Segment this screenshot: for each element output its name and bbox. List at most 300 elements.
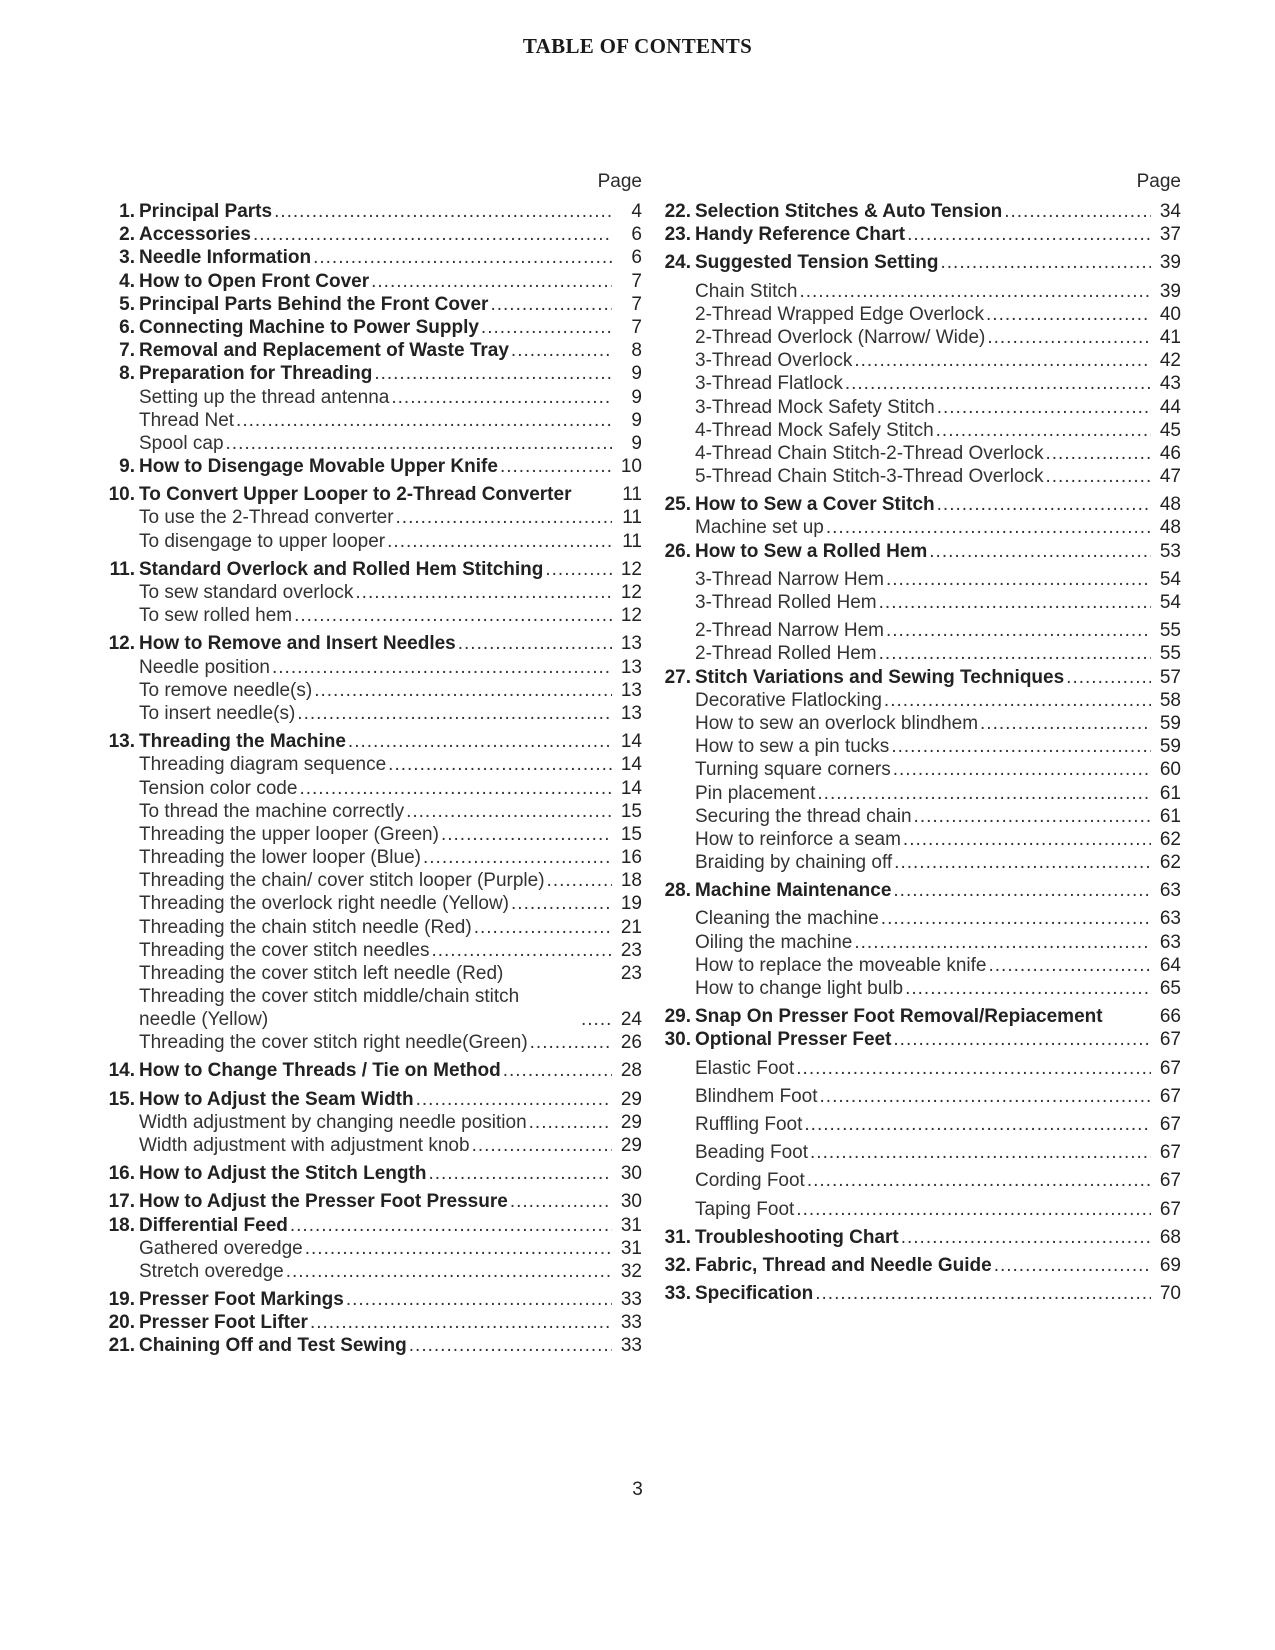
dot-leader [396, 506, 612, 529]
dot-leader [371, 270, 612, 293]
dot-leader [1045, 442, 1151, 465]
toc-entry-page: 60 [1159, 759, 1181, 781]
toc-entry-label: Troubleshooting Chart [695, 1226, 899, 1248]
toc-subentry [100, 386, 642, 409]
dot-leader [820, 1085, 1151, 1108]
toc-entry-label: 2-Thread Rolled Hem [695, 643, 877, 665]
toc-subentry [656, 1141, 1181, 1164]
toc-entry-label: Principal Parts [139, 201, 273, 222]
toc-entry-page: 4 [631, 201, 642, 222]
toc-entry [100, 1334, 642, 1357]
dot-leader [914, 805, 1151, 828]
toc-entry-page: 41 [1159, 326, 1181, 348]
toc-subentry [656, 758, 1181, 781]
dot-leader [431, 939, 612, 962]
dot-leader [815, 1282, 1151, 1305]
toc-entry-page: 67 [1159, 1113, 1181, 1135]
toc-entry-label: Securing the thread chain [695, 805, 912, 827]
toc-entry-label: Braiding by chaining off [695, 852, 893, 874]
dot-leader [886, 568, 1151, 591]
dot-leader [894, 851, 1151, 874]
toc-entry-page: 29 [620, 1134, 642, 1156]
toc-entry-page: 15 [620, 823, 642, 845]
toc-entry-page: 12 [620, 582, 642, 603]
toc-subentry [100, 1237, 642, 1260]
toc-subentry [100, 1134, 642, 1157]
toc-entry [656, 879, 1181, 902]
toc-entry-page: 34 [1159, 201, 1181, 222]
dot-leader [1066, 666, 1151, 689]
toc-subentry [656, 712, 1181, 735]
toc-entry-page: 29 [620, 1111, 642, 1133]
dot-leader [826, 516, 1151, 539]
toc-entry-label: How to sew a pin tucks [695, 736, 890, 758]
toc-subentry [100, 916, 642, 939]
toc-entry-page: 54 [1159, 592, 1181, 613]
dot-leader [503, 1059, 612, 1082]
toc-entry-label: How to change light bulb [695, 978, 904, 999]
toc-entry [656, 223, 1181, 246]
toc-entry-label: Fabric, Thread and Needle Guide [695, 1254, 992, 1276]
toc-subentry [656, 326, 1181, 349]
toc-entry-number: 12. [108, 633, 135, 655]
toc-entry-label: Presser Foot Lifter [139, 1312, 308, 1334]
toc-subentry [656, 931, 1181, 954]
dot-leader [391, 386, 612, 409]
dot-leader [428, 1162, 612, 1185]
dot-leader [286, 1260, 612, 1283]
toc-entry-page: 15 [620, 800, 642, 822]
page-column-header: Page [597, 171, 642, 192]
toc-subentry [100, 581, 642, 604]
dot-leader [980, 712, 1151, 735]
toc-entry-label: Differential Feed [139, 1214, 288, 1236]
toc-entry-page: 39 [1159, 280, 1181, 302]
toc-entry-label: 4-Thread Mock Safely Stitch [695, 419, 934, 441]
toc-subentry [100, 892, 642, 915]
toc-entry-label: Threading the cover stitch right needle(Green) [139, 1032, 528, 1054]
toc-entry-label: How to Open Front Cover [139, 270, 370, 292]
toc-entry-page: 44 [1159, 396, 1181, 418]
toc-subentry [100, 985, 642, 1031]
toc-entry-label: To remove needle(s) [139, 679, 313, 701]
toc-subentry [656, 442, 1181, 465]
toc-entry [100, 339, 642, 362]
toc-entry-number: 15. [108, 1088, 135, 1110]
toc-entry [100, 558, 642, 581]
page-number: 3 [632, 1479, 643, 1500]
toc-entry [100, 730, 642, 753]
toc-entry-page: 48 [1159, 517, 1181, 539]
toc-entry-page: 7 [631, 270, 642, 292]
toc-entry-label: Tension color code [139, 777, 298, 799]
toc-entry-label: Presser Foot Markings [139, 1289, 344, 1311]
toc-entry-number: 18. [108, 1214, 135, 1236]
toc-entry-page: 14 [620, 731, 642, 753]
toc-entry [100, 223, 642, 246]
dot-leader [297, 702, 612, 725]
toc-left-list [100, 200, 642, 1358]
dot-leader [529, 1111, 612, 1134]
dot-leader [511, 892, 612, 915]
dot-leader [374, 362, 612, 385]
dot-leader [294, 604, 612, 627]
toc-entry-page: 28 [620, 1060, 642, 1082]
toc-entry-page: 55 [1159, 620, 1181, 642]
toc-entry-page: 31 [620, 1214, 642, 1236]
toc-entry-page: 12 [620, 605, 642, 627]
dot-leader [881, 907, 1151, 930]
toc-entry-label: Needle Information [139, 247, 312, 269]
toc-entry [100, 632, 642, 655]
toc-subentry [656, 689, 1181, 712]
toc-entry-label: Cording Foot [695, 1170, 805, 1192]
toc-entry-label: Width adjustment by changing needle position [139, 1111, 527, 1133]
toc-subentry [656, 303, 1181, 326]
toc-entry-page: 63 [1159, 908, 1181, 930]
toc-entry-label: Gathered overedge [139, 1237, 303, 1259]
toc-entry-number: 4. [119, 270, 135, 292]
toc-entry-label: Blindhem Foot [695, 1085, 818, 1107]
toc-entry [100, 1288, 642, 1311]
toc-entry-label: Threading diagram sequence [139, 754, 387, 776]
toc-entry-label: 4-Thread Chain Stitch-2-Thread Overlock [695, 442, 1044, 464]
dot-leader [346, 1288, 612, 1311]
toc-entry [100, 362, 642, 385]
toc-entry-label: Machine set up [695, 517, 824, 539]
toc-entry-number: 28. [664, 880, 691, 902]
toc-entry-number: 25. [664, 494, 691, 516]
page-title: TABLE OF CONTENTS [522, 34, 753, 58]
toc-entry-number: 6. [119, 316, 135, 338]
toc-entry-page: 23 [620, 963, 642, 984]
toc-entry-label: To sew rolled hem [139, 605, 293, 627]
toc-entry-page: 33 [620, 1312, 642, 1334]
toc-entry-page: 39 [1159, 252, 1181, 274]
toc-entry-page: 61 [1159, 805, 1181, 827]
toc-entry-page: 57 [1159, 666, 1181, 688]
toc-subentry [656, 591, 1181, 614]
dot-leader [226, 432, 612, 455]
dot-leader [854, 349, 1151, 372]
toc-entry-number: 9. [119, 456, 135, 478]
dot-leader [907, 223, 1151, 246]
toc-entry-label: Chain Stitch [695, 280, 798, 302]
toc-entry-label: 3-Thread Overlock [695, 350, 853, 372]
dot-leader [937, 493, 1151, 516]
toc-subentry [100, 432, 642, 455]
toc-right-column [656, 170, 1181, 1305]
toc-subentry [100, 777, 642, 800]
toc-left-column [100, 170, 642, 1358]
dot-leader [472, 1134, 612, 1157]
toc-entry-number: 24. [664, 252, 691, 274]
toc-entry-label: 3-Thread Flatlock [695, 373, 843, 395]
toc-entry-page: 33 [620, 1335, 642, 1357]
toc-entry-page: 9 [631, 363, 642, 385]
toc-entry-page: 9 [631, 409, 642, 431]
dot-leader [941, 251, 1152, 274]
toc-entry-number: 3. [119, 247, 135, 269]
dot-leader [893, 1028, 1151, 1051]
toc-entry [656, 1005, 1181, 1028]
toc-entry-label: To Convert Upper Looper to 2-Thread Converter [139, 484, 572, 506]
toc-entry-page: 21 [620, 916, 642, 938]
toc-entry-page: 11 [622, 530, 642, 552]
toc-subentry [656, 516, 1181, 539]
toc-subentry [656, 782, 1181, 805]
toc-subentry [100, 962, 642, 985]
toc-entry [100, 1088, 642, 1111]
dot-leader [253, 223, 612, 246]
toc-entry-label: 3-Thread Rolled Hem [695, 592, 877, 613]
dot-leader [305, 1237, 612, 1260]
toc-entry-label: How to replace the moveable knife [695, 954, 987, 976]
dot-leader [1045, 465, 1151, 488]
toc-entry-page: 30 [620, 1191, 642, 1213]
toc-subentry [100, 1031, 642, 1054]
toc-entry-label: To sew standard overlock [139, 582, 354, 603]
toc-entry-page: 32 [620, 1260, 642, 1282]
toc-entry-label: Ruffling Foot [695, 1113, 803, 1135]
dot-leader [313, 246, 612, 269]
toc-entry-page: 59 [1159, 712, 1181, 734]
toc-subentry [656, 1085, 1181, 1108]
toc-entry-page: 7 [631, 293, 642, 315]
toc-entry-page: 33 [620, 1289, 642, 1311]
toc-entry [100, 1214, 642, 1237]
toc-entry-page: 31 [620, 1237, 642, 1259]
toc-entry-label: To use the 2-Thread converter [139, 507, 394, 529]
dot-leader [929, 540, 1151, 563]
dot-leader [937, 396, 1151, 419]
toc-entry-page: 63 [1159, 931, 1181, 953]
toc-subentry [656, 735, 1181, 758]
toc-entry-label: Handy Reference Chart [695, 224, 906, 246]
toc-entry-label: Pin placement [695, 782, 816, 804]
toc-entry-page: 66 [1159, 1006, 1181, 1028]
toc-entry-page: 53 [1159, 540, 1181, 562]
toc-subentry [656, 907, 1181, 930]
toc-entry [656, 1226, 1181, 1249]
dot-leader [879, 642, 1151, 665]
toc-entry [656, 540, 1181, 563]
toc-entry-page: 54 [1159, 568, 1181, 590]
toc-entry-label: How to Adjust the Seam Width [139, 1088, 414, 1110]
dot-leader [458, 632, 612, 655]
toc-entry-label: 2-Thread Narrow Hem [695, 620, 884, 642]
dot-leader [891, 735, 1151, 758]
dot-leader [903, 828, 1151, 851]
toc-entry-page: 23 [620, 939, 642, 961]
toc-entry-page: 65 [1159, 978, 1181, 999]
toc-entry-number: 14. [108, 1060, 135, 1082]
dot-leader [236, 409, 612, 432]
dot-leader [547, 869, 612, 892]
toc-entry-label: Threading the upper looper (Green) [139, 823, 439, 845]
dot-leader [299, 777, 612, 800]
toc-entry [100, 270, 642, 293]
toc-entry-number: 20. [108, 1312, 135, 1334]
dot-leader [510, 1190, 612, 1213]
toc-entry-label: Beading Foot [695, 1142, 809, 1164]
toc-entry-page: 69 [1159, 1254, 1181, 1276]
toc-subentry [100, 702, 642, 725]
toc-entry-label: Threading the cover stitch left needle (Red) [139, 963, 504, 984]
dot-leader [474, 916, 612, 939]
dot-leader [441, 823, 612, 846]
toc-subentry [656, 280, 1181, 303]
toc-entry [100, 1059, 642, 1082]
toc-entry-page: 67 [1159, 1142, 1181, 1164]
toc-entry-page: 19 [620, 893, 642, 915]
toc-entry [100, 483, 642, 506]
toc-entry-page: 18 [620, 870, 642, 892]
toc-entry-label: Snap On Presser Foot Removal/Repiacement [695, 1006, 1103, 1028]
toc-subentry [100, 939, 642, 962]
toc-subentry [100, 846, 642, 869]
toc-entry-number: 16. [108, 1163, 135, 1185]
toc-entry [100, 1311, 642, 1334]
toc-subentry [656, 828, 1181, 851]
dot-leader [893, 758, 1151, 781]
dot-leader [886, 619, 1151, 642]
toc-entry-page: 6 [631, 247, 642, 269]
toc-entry-page: 29 [620, 1088, 642, 1110]
toc-entry-page: 42 [1159, 350, 1181, 372]
toc-entry-page: 67 [1159, 1170, 1181, 1192]
toc-entry-label: 2-Thread Wrapped Edge Overlock [695, 303, 985, 325]
toc-entry-label: Threading the cover stitch middle/chain stitch needle (Yellow) [139, 986, 520, 1031]
toc-entry-page: 24 [620, 1008, 642, 1030]
toc-entry-page: 14 [620, 754, 642, 776]
dot-leader [905, 977, 1151, 1000]
toc-entry-label: Principal Parts Behind the Front Cover [139, 293, 489, 315]
toc-entry-label: Threading the lower looper (Blue) [139, 847, 421, 869]
toc-entry [100, 1162, 642, 1185]
toc-entry [656, 1028, 1181, 1051]
toc-subentry [100, 656, 642, 679]
toc-entry-number: 31. [664, 1226, 691, 1248]
toc-entry-page: 46 [1159, 442, 1181, 464]
toc-entry-number: 2. [119, 224, 135, 246]
toc-entry-label: How to sew an overlock blindhem [695, 712, 979, 734]
toc-subentry [656, 805, 1181, 828]
toc-entry-number: 8. [119, 363, 135, 385]
dot-leader [274, 200, 612, 223]
toc-entry-label: Suggested Tension Setting [695, 252, 939, 274]
toc-entry-page: 43 [1159, 373, 1181, 395]
toc-entry-label: 2-Thread Overlock (Narrow/ Wide) [695, 326, 986, 348]
toc-entry-label: To disengage to upper looper [139, 530, 386, 552]
toc-subentry [656, 396, 1181, 419]
dot-leader [994, 1254, 1151, 1277]
toc-subentry [656, 1113, 1181, 1136]
toc-entry-label: Thread Net [139, 409, 235, 431]
dot-leader [511, 339, 612, 362]
dot-leader [355, 581, 612, 604]
toc-entry-label: Specification [695, 1283, 814, 1305]
dot-leader [500, 455, 612, 478]
dot-leader [845, 372, 1151, 395]
toc-subentry [656, 465, 1181, 488]
toc-entry-label: Selection Stitches & Auto Tension [695, 201, 1003, 222]
toc-entry-label: Threading the Machine [139, 731, 346, 753]
toc-entry-number: 11. [109, 558, 135, 580]
toc-entry [100, 200, 642, 223]
dot-leader [893, 879, 1151, 902]
toc-entry-label: Removal and Replacement of Waste Tray [139, 340, 509, 362]
dot-leader [804, 1113, 1151, 1136]
dot-leader [387, 530, 612, 553]
toc-entry-page: 13 [620, 679, 642, 701]
toc-entry-number: 29. [664, 1006, 691, 1028]
dot-leader [817, 782, 1151, 805]
toc-entry [100, 293, 642, 316]
toc-entry-number: 19. [108, 1289, 135, 1311]
dot-leader [1004, 200, 1151, 223]
dot-leader [796, 1198, 1151, 1221]
toc-entry-page: 61 [1159, 782, 1181, 804]
dot-leader [423, 846, 612, 869]
toc-entry-number: 26. [664, 540, 691, 562]
dot-leader [807, 1169, 1151, 1192]
toc-subentry [656, 619, 1181, 642]
toc-entry [100, 1190, 642, 1213]
toc-entry-page: 62 [1159, 828, 1181, 850]
dot-leader [879, 591, 1151, 614]
toc-entry [100, 455, 642, 478]
toc-subentry [656, 419, 1181, 442]
toc-entry-page: 7 [631, 316, 642, 338]
toc-entry-label: How to Disengage Movable Upper Knife [139, 456, 498, 478]
dot-leader [545, 558, 612, 581]
toc-entry-page: 13 [620, 656, 642, 678]
toc-entry-label: Threading the overlock right needle (Yellow) [139, 893, 510, 915]
toc-entry [656, 666, 1181, 689]
toc-subentry [656, 851, 1181, 874]
toc-entry-number: 33. [664, 1283, 691, 1305]
toc-entry-page: 30 [620, 1163, 642, 1185]
toc-entry-number: 21. [108, 1335, 135, 1357]
toc-entry-label: To insert needle(s) [139, 702, 296, 724]
toc-entry [656, 251, 1181, 274]
toc-entry-label: 5-Thread Chain Stitch-3-Thread Overlock [695, 466, 1044, 488]
toc-subentry [100, 1260, 642, 1283]
toc-subentry [100, 1111, 642, 1134]
toc-entry-number: 10. [108, 484, 135, 506]
toc-entry-label: Taping Foot [695, 1198, 795, 1220]
toc-entry-page: 11 [622, 484, 642, 506]
dot-leader [348, 730, 612, 753]
toc-entry-page: 67 [1159, 1029, 1181, 1051]
dot-leader [936, 419, 1151, 442]
toc-entry-number: 5. [119, 293, 135, 315]
toc-entry-page: 16 [620, 847, 642, 869]
page-column-header: Page [1136, 171, 1181, 192]
toc-entry [656, 1254, 1181, 1277]
toc-entry-label: Machine Maintenance [695, 880, 892, 902]
toc-entry-page: 67 [1159, 1198, 1181, 1220]
toc-entry-page: 40 [1159, 303, 1181, 325]
toc-entry-label: Setting up the thread antenna [139, 386, 390, 408]
toc-entry-label: Width adjustment with adjustment knob [139, 1134, 470, 1156]
toc-subentry [656, 977, 1181, 1000]
dot-leader [406, 800, 612, 823]
toc-entry-label: Spool cap [139, 432, 224, 454]
toc-entry-page: 14 [620, 777, 642, 799]
toc-entry-label: How to Change Threads / Tie on Method [139, 1060, 501, 1082]
